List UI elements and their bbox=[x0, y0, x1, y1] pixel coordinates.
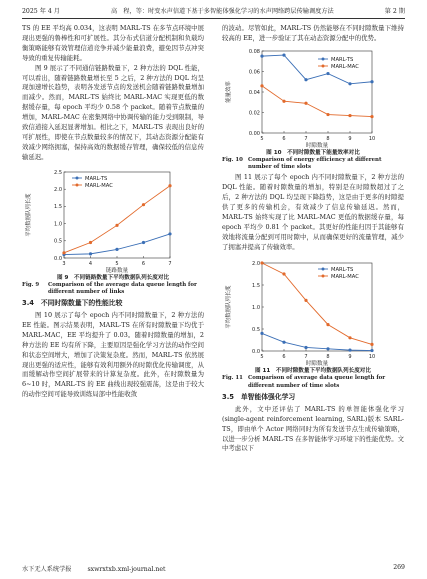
y-tick-label: 0.5 bbox=[54, 238, 62, 245]
data-point-marl-mac bbox=[142, 203, 145, 206]
page-number: 269 bbox=[393, 564, 405, 571]
data-point-marl-ts bbox=[348, 82, 351, 85]
y-tick-label: 0.04 bbox=[248, 89, 260, 96]
legend-swatch-marker bbox=[322, 268, 325, 271]
y-tick-label: 0.5 bbox=[252, 327, 260, 334]
data-point-marl-ts bbox=[370, 349, 373, 352]
legend-label: MARL-MAC bbox=[331, 274, 359, 281]
issue-number: 第 2 期 bbox=[384, 7, 405, 15]
data-point-marl-mac bbox=[326, 113, 329, 116]
y-tick-label: 1.0 bbox=[252, 305, 260, 312]
x-tick-label: 9 bbox=[348, 354, 352, 361]
legend-label: MARL-TS bbox=[331, 56, 354, 63]
journal-name: 水下无人系统学报 bbox=[22, 566, 72, 573]
left-column bbox=[22, 24, 204, 400]
legend-label: MARL-MAC bbox=[85, 182, 113, 189]
data-point-marl-mac bbox=[370, 343, 373, 346]
section-heading: 3.4 不同时隙数量下的性能比较 bbox=[22, 299, 123, 308]
figure-9 bbox=[22, 166, 204, 296]
data-point-marl-ts bbox=[260, 332, 263, 335]
series-line-marl-mac bbox=[64, 185, 170, 252]
running-title: 高 程，等：时变水声信道下基于多智能体强化学习的水声网络跨层传输调度方法 bbox=[110, 7, 334, 15]
data-point-marl-mac bbox=[89, 241, 92, 244]
caption-line: Comparison of average data queue length for bbox=[248, 375, 386, 382]
y-tick-label: 1.5 bbox=[252, 283, 260, 290]
paragraph: 图 11 展示了每个 epoch 内不同时隙数量下，2 种方法的 DQL 性能。随着时隙数量的增加，特别是在时隙数超过了之后，2 种方法的 DQL 均呈现下降趋势，这是由于更多的时隙提供了更多的传输机会，有效减少了信息传输延迟。然而，MARL-TS 始终实现了比 MARL-MAC 更低的数据缓存量，每 epoch 平均少 0.81 个 packet。其更好的性能归因于其能够有效地将流量分配到可用时隙中，从而确保更好的流量管理，减少了拥塞并提高了传输效率。 bbox=[222, 173, 404, 251]
data-point-marl-mac bbox=[282, 99, 285, 102]
paragraph: 此外，文中还评估了 MARL-TS 的单智能体强化学习(single-agent reinforcement learning, SARL)版本 SARL-TS，即由单个 Actor 网络同时为所有发送节点生成传输策略，以进一步分析 MARL-TS 在多智能体学习环境下的性能优势。文中考虑以下 bbox=[222, 404, 404, 453]
figure-caption-zh: 图 10 不同时隙数量下能量效率对比 bbox=[266, 149, 360, 156]
legend-label: MARL-TS bbox=[331, 267, 354, 274]
legend-swatch-marker bbox=[76, 183, 79, 186]
data-point-marl-mac bbox=[348, 337, 351, 340]
figure-caption-zh: 图 9 不同链路数量下平均数据队列长度对比 bbox=[56, 274, 170, 281]
issue-date: 2025 年 4 月 bbox=[22, 7, 60, 15]
caption-line: Comparison of the average data queue length for bbox=[48, 281, 197, 288]
y-tick-label: 1.5 bbox=[54, 203, 62, 210]
data-point-marl-ts bbox=[304, 78, 307, 81]
figure-label: Fig. 9 bbox=[22, 281, 40, 288]
x-axis-label: 链路数量 bbox=[105, 267, 129, 274]
legend-swatch-marker bbox=[322, 64, 325, 67]
x-tick-label: 8 bbox=[326, 135, 330, 142]
section-heading: 3.5 单智能体强化学习 bbox=[222, 392, 296, 401]
y-tick-label: 0.0 bbox=[252, 349, 260, 356]
data-point-marl-ts bbox=[168, 232, 171, 235]
data-point-marl-mac bbox=[326, 323, 329, 326]
legend-label: MARL-MAC bbox=[331, 63, 359, 70]
data-point-marl-mac bbox=[168, 184, 171, 187]
legend-label: MARL-TS bbox=[85, 175, 108, 182]
data-point-marl-mac bbox=[348, 114, 351, 117]
paragraph: 图 10 展示了每个 epoch 内不同时隙数量下，2 种方法的 EE 性能。图示结果表明，MARL-TS 在所有时隙数量下均优于 MARL-MAC，EE 平均提升了 0.03。随着时隙数量的增加，2 种方法的 EE 均有所下降，主要原因是强化学习方法的动作空间和状态空间增大，增加了决策复杂度。然而，MARL-TS 依然展现出更强的适应性，能够有效利用额外的时隙优化传输调度，从而缓解动作空间扩展带来的计算复杂度。此外，在时隙数量为 6~10 时，MARL-TS 的 EE 曲线出现较强震荡，这是由于较大的动作空间可能导致训练局部中性能收敛 bbox=[22, 311, 204, 399]
y-tick-label: 2.5 bbox=[54, 169, 62, 176]
y-tick-label: 0.02 bbox=[248, 110, 260, 117]
data-point-marl-ts bbox=[115, 247, 118, 250]
paragraph: 的波动。尽管如此，MARL-TS 仍然能够在不同时隙数量下维持较高的 EE，进一步验证了其在动态资源分配中的优势。 bbox=[222, 24, 404, 42]
header-rule bbox=[22, 18, 405, 19]
x-tick-label: 7 bbox=[168, 260, 172, 267]
data-point-marl-ts bbox=[282, 53, 285, 56]
figure-label: Fig. 11 bbox=[222, 375, 243, 382]
x-tick-label: 7 bbox=[304, 354, 308, 361]
y-tick-label: 0.08 bbox=[248, 48, 260, 55]
data-point-marl-mac bbox=[370, 115, 373, 118]
data-point-marl-ts bbox=[326, 348, 329, 351]
data-point-marl-mac bbox=[304, 101, 307, 104]
figure-caption-en bbox=[222, 157, 404, 171]
x-tick-label: 9 bbox=[348, 135, 352, 142]
figure-10 bbox=[222, 47, 404, 171]
x-tick-label: 5 bbox=[260, 354, 264, 361]
figure-11 bbox=[222, 255, 404, 389]
x-tick-label: 10 bbox=[368, 354, 376, 361]
chart-fig11 bbox=[222, 255, 404, 367]
data-point-marl-ts bbox=[370, 80, 373, 83]
y-axis-label: 能量效率 bbox=[226, 81, 232, 103]
x-axis-label: 时隙数量 bbox=[305, 361, 329, 368]
y-tick-label: 2.0 bbox=[54, 186, 62, 193]
caption-line: different number of time slots bbox=[248, 382, 340, 389]
data-point-marl-ts bbox=[282, 341, 285, 344]
page-footer bbox=[22, 564, 405, 573]
x-axis-label: 时隙数量 bbox=[305, 142, 329, 149]
legend-swatch-marker bbox=[322, 57, 325, 60]
x-tick-label: 5 bbox=[115, 260, 119, 267]
data-point-marl-mac bbox=[260, 84, 263, 87]
legend-swatch-marker bbox=[76, 176, 79, 179]
x-tick-label: 4 bbox=[88, 260, 93, 267]
y-tick-label: 2.0 bbox=[252, 261, 260, 268]
y-tick-label: 0.06 bbox=[248, 69, 260, 76]
data-point-marl-mac bbox=[282, 273, 285, 276]
y-tick-label: 0.00 bbox=[248, 130, 260, 137]
figure-label: Fig. 10 bbox=[222, 156, 243, 163]
series-line-marl-ts bbox=[64, 234, 170, 255]
y-tick-label: 0.0 bbox=[54, 255, 62, 262]
data-point-marl-mac bbox=[260, 262, 263, 265]
data-point-marl-ts bbox=[260, 54, 263, 57]
figure-caption-en bbox=[222, 375, 404, 389]
series-line-marl-ts bbox=[262, 334, 372, 351]
legend-swatch-marker bbox=[322, 275, 325, 278]
x-tick-label: 8 bbox=[326, 354, 330, 361]
y-axis-label: 平均数据队列长度 bbox=[226, 285, 232, 330]
caption-line: different number of links bbox=[48, 288, 125, 295]
data-point-marl-ts bbox=[142, 241, 145, 244]
y-tick-label: 1.0 bbox=[54, 221, 62, 228]
chart-fig10 bbox=[222, 47, 404, 149]
data-point-marl-ts bbox=[304, 346, 307, 349]
caption-line: number of time slots bbox=[248, 164, 312, 171]
paragraph: 图 9 展示了不同通信链路数量下，2 种方法的 DQL 性能，可以看出，随着链路数量增长至 5 之后，2 种方法的 DQL 均呈现加速增长趋势，表明各发送节点的发送机会随着链路数量增加而减少。然而，MARL-TS 始终比 MARL-MAC 实现更低的数据缓存量，每 epoch 平均少 0.58 个 packet。随着节点数量的增加，MARL-MAC 在密集网络中协调传输的能力受到限制，导致信道接入延迟显著增加。相比之下，MARL-TS 表现出良好的可扩展性，即使在节点数量较多的情况下，其动态资源分配能有效减少网络拥塞，保持高效的数据缓存管理，确保较低的信息传输延迟。 bbox=[22, 63, 204, 161]
figure-caption-zh: 图 11 不同时隙数量下平均数据队列长度对比 bbox=[254, 368, 371, 375]
x-tick-label: 10 bbox=[368, 135, 376, 142]
x-tick-label: 5 bbox=[260, 135, 264, 142]
journal-url: sxwrxtxb.xml-journal.net bbox=[87, 566, 166, 573]
y-axis-label: 平均数据队列长度 bbox=[26, 193, 32, 237]
caption-line: Comparison of energy efficiency at different bbox=[248, 156, 382, 163]
data-point-marl-mac bbox=[62, 251, 65, 254]
series-line-marl-mac bbox=[262, 86, 372, 117]
running-header bbox=[22, 4, 405, 16]
data-point-marl-mac bbox=[115, 223, 118, 226]
x-tick-label: 3 bbox=[62, 260, 66, 267]
x-tick-label: 7 bbox=[304, 135, 308, 142]
right-column bbox=[222, 24, 404, 454]
paragraph: TS 的 EE 平均高 0.034，这表明 MARL-TS 在多节点环境中展现出更强的鲁棒性和可扩展性。其分布式信道分配机制和负载均衡策略能够有效管理信道竞争并减少能量浪费，避免因节点冲突导致的重复传输能耗。 bbox=[22, 24, 204, 62]
chart-fig9 bbox=[22, 166, 204, 274]
x-tick-label: 6 bbox=[141, 260, 146, 267]
data-point-marl-ts bbox=[348, 349, 351, 352]
data-point-marl-ts bbox=[89, 252, 92, 255]
data-point-marl-mac bbox=[304, 299, 307, 302]
data-point-marl-ts bbox=[326, 72, 329, 75]
figure-caption-en bbox=[22, 282, 204, 296]
x-tick-label: 6 bbox=[282, 135, 286, 142]
x-tick-label: 6 bbox=[282, 354, 286, 361]
